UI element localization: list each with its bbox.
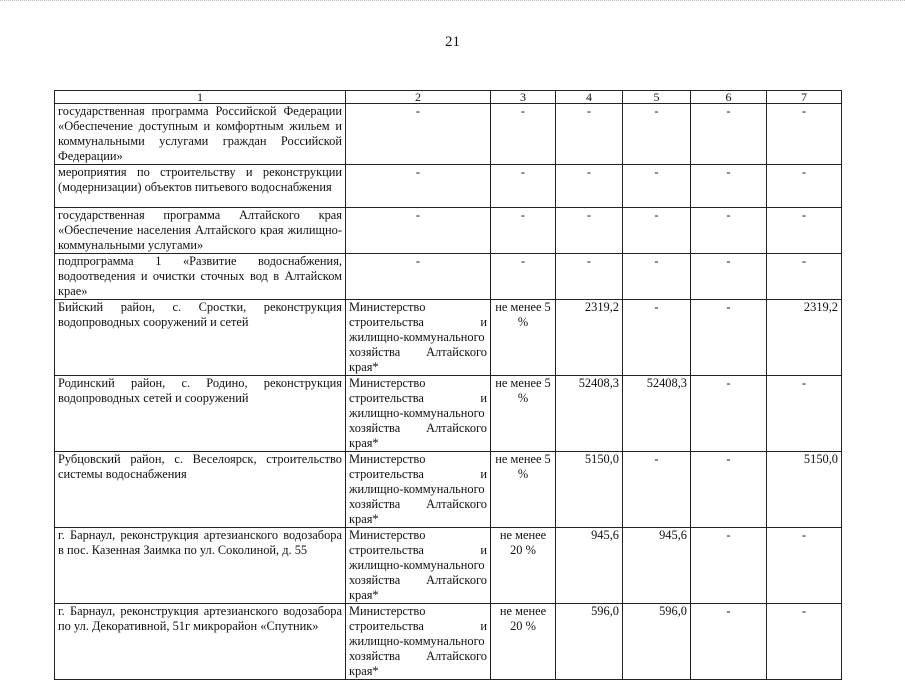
value-cell: - [691,300,767,376]
executor-cell: - [346,104,491,165]
executor-cell: Министерство строительства и жилищно-коммунального хозяйства Алтайского края* [346,300,491,376]
project-name-cell: г. Барнаул, реконструкция артезианского водозабора в пос. Казенная Заимка по ул. Соколиной, д. 55 [55,528,346,604]
value-cell: 2319,2 [767,300,842,376]
data-table [54,90,842,680]
executor-cell: - [346,208,491,254]
share-cell: не менее 5 % [491,452,556,528]
table-row [55,604,842,680]
value-cell: 5150,0 [767,452,842,528]
share-cell: не менее 20 % [491,604,556,680]
program-name-cell: мероприятия по строительству и реконструкции (модернизации) объектов питьевого водоснабжения [55,165,346,208]
share-cell: - [491,254,556,300]
value-cell: - [691,165,767,208]
share-cell: - [491,104,556,165]
column-number: 4 [556,91,623,104]
value-cell: 596,0 [623,604,691,680]
table-header-row [55,91,842,104]
table-row [55,452,842,528]
table-row [55,300,842,376]
executor-cell: - [346,165,491,208]
table-row [55,165,842,208]
share-cell: не менее 5 % [491,376,556,452]
column-number: 7 [767,91,842,104]
value-cell: 52408,3 [623,376,691,452]
project-name-cell: Родинский район, с. Родино, реконструкция водопроводных сетей и сооружений [55,376,346,452]
project-name-cell: Рубцовский район, с. Веселоярск, строительство системы водоснабжения [55,452,346,528]
executor-cell: Министерство строительства и жилищно-коммунального хозяйства Алтайского края* [346,528,491,604]
value-cell: - [691,376,767,452]
value-cell: - [691,254,767,300]
value-cell: - [767,604,842,680]
share-cell: - [491,208,556,254]
value-cell: - [623,208,691,254]
total-value-cell: 945,6 [556,528,623,604]
value-cell: 945,6 [623,528,691,604]
value-cell: - [623,104,691,165]
program-name-cell: государственная программа Российской Федерации «Обеспечение доступным и комфортным жильем и коммунальными услугами граждан Российской Федерации» [55,104,346,165]
value-cell: - [556,254,623,300]
value-cell: - [767,165,842,208]
program-name-cell: подпрограмма 1 «Развитие водоснабжения, водоотведения и очистки сточных вод в Алтайском крае» [55,254,346,300]
column-number: 5 [623,91,691,104]
value-cell: - [623,300,691,376]
value-cell: - [556,104,623,165]
table-row [55,376,842,452]
value-cell: - [767,254,842,300]
total-value-cell: 52408,3 [556,376,623,452]
value-cell: - [767,104,842,165]
project-name-cell: г. Барнаул, реконструкция артезианского водозабора по ул. Декоративной, 51г микрорайон «Спутник» [55,604,346,680]
value-cell: - [623,254,691,300]
table-row [55,528,842,604]
total-value-cell: 5150,0 [556,452,623,528]
value-cell: - [767,376,842,452]
value-cell: - [691,528,767,604]
share-cell: - [491,165,556,208]
executor-cell: Министерство строительства и жилищно-коммунального хозяйства Алтайского края* [346,452,491,528]
value-cell: - [691,208,767,254]
value-cell: - [691,604,767,680]
share-cell: не менее 5 % [491,300,556,376]
column-number: 3 [491,91,556,104]
value-cell: - [691,104,767,165]
program-name-cell: государственная программа Алтайского края «Обеспечение населения Алтайского края жилищно-коммунальными услугами» [55,208,346,254]
executor-cell: - [346,254,491,300]
value-cell: - [767,528,842,604]
table-row [55,254,842,300]
share-cell: не менее 20 % [491,528,556,604]
page-number: 21 [445,34,460,50]
table-row [55,208,842,254]
executor-cell: Министерство строительства и жилищно-коммунального хозяйства Алтайского края* [346,376,491,452]
total-value-cell: 596,0 [556,604,623,680]
executor-cell: Министерство строительства и жилищно-коммунального хозяйства Алтайского края* [346,604,491,680]
value-cell: - [623,452,691,528]
column-number: 6 [691,91,767,104]
value-cell: - [623,165,691,208]
value-cell: - [556,165,623,208]
column-number: 2 [346,91,491,104]
project-name-cell: Бийский район, с. Сростки, реконструкция водопроводных сооружений и сетей [55,300,346,376]
scan-edge [0,0,905,11]
table-row [55,104,842,165]
value-cell: - [691,452,767,528]
total-value-cell: 2319,2 [556,300,623,376]
value-cell: - [767,208,842,254]
value-cell: - [556,208,623,254]
column-number: 1 [55,91,346,104]
